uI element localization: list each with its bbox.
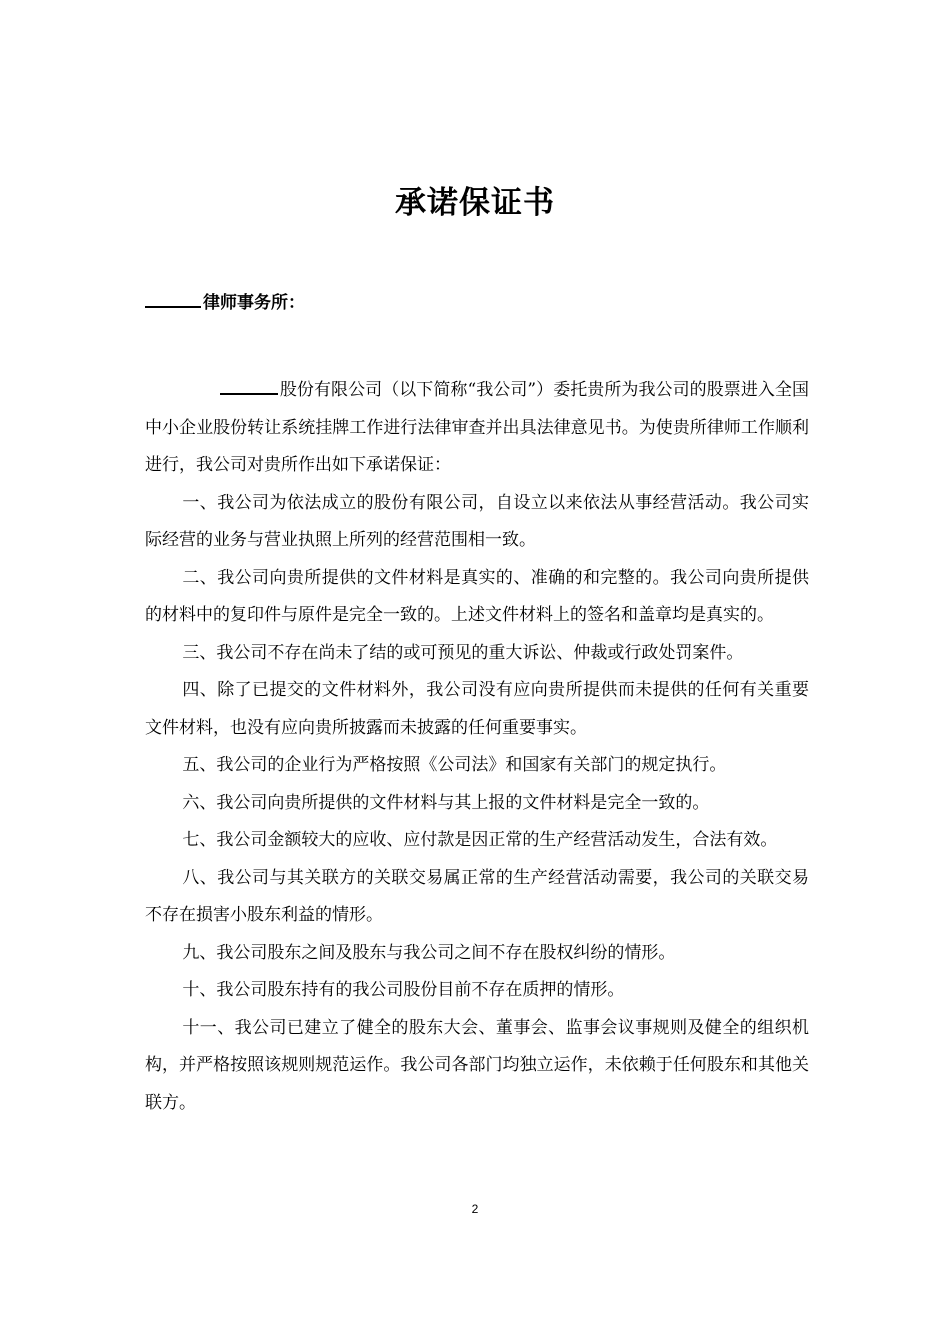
commitment-item-2: 二、我公司向贵所提供的文件材料是真实的、准确的和完整的。我公司向贵所提供的材料中的复印件与原件是完全一致的。上述文件材料上的签名和盖章均是真实的。 xyxy=(145,567,809,625)
intro-text: 股份有限公司（以下简称“我公司”）委托贵所为我公司的股票进入全国中小企业股份转让系统挂牌工作进行法律审查并出具法律意见书。为使贵所律师工作顺利进行，我公司对贵所作出如下承诺保证： xyxy=(145,380,809,475)
commitment-item-10: 十、我公司股东持有的我公司股份目前不存在质押的情形。 xyxy=(182,980,625,1000)
commitment-item-9: 九、我公司股东之间及股东与我公司之间不存在股权纠纷的情形。 xyxy=(182,942,676,963)
intro-paragraph xyxy=(145,372,809,485)
company-name-blank xyxy=(220,373,278,395)
page-number: 2 xyxy=(471,1202,479,1216)
document-body xyxy=(145,372,809,1122)
commitment-item-7: 七、我公司金额较大的应收、应付款是因正常的生产经营活动发生，合法有效。 xyxy=(182,830,778,850)
commitment-item-1: 一、我公司为依法成立的股份有限公司，自设立以来依法从事经营活动。我公司实际经营的业务与营业执照上所列的经营范围相一致。 xyxy=(145,492,809,550)
commitment-item-3: 三、我公司不存在尚未了结的或可预见的重大诉讼、仲裁或行政处罚案件。 xyxy=(182,642,744,663)
document-title: 承诺保证书 xyxy=(395,185,555,221)
commitment-item-6: 六、我公司向贵所提供的文件材料与其上报的文件材料是完全一致的。 xyxy=(182,792,710,813)
addressee-line xyxy=(145,286,305,317)
commitment-item-8: 八、我公司与其关联方的关联交易属正常的生产经营活动需要，我公司的关联交易不存在损害小股东利益的情形。 xyxy=(145,867,809,925)
commitment-item-4: 四、除了已提交的文件材料外，我公司没有应向贵所提供而未提供的任何有关重要文件材料，也没有应向贵所披露而未披露的任何重要事实。 xyxy=(145,680,809,738)
commitment-item-5: 五、我公司的企业行为严格按照《公司法》和国家有关部门的规定执行。 xyxy=(182,755,727,775)
addressee-blank xyxy=(145,286,201,308)
commitment-item-11: 十一、我公司已建立了健全的股东大会、董事会、监事会议事规则及健全的组织机构，并严格按照该规则规范运作。我公司各部门均独立运作，未依赖于任何股东和其他关联方。 xyxy=(145,1017,809,1113)
addressee-text: 律师事务所： xyxy=(203,293,305,313)
